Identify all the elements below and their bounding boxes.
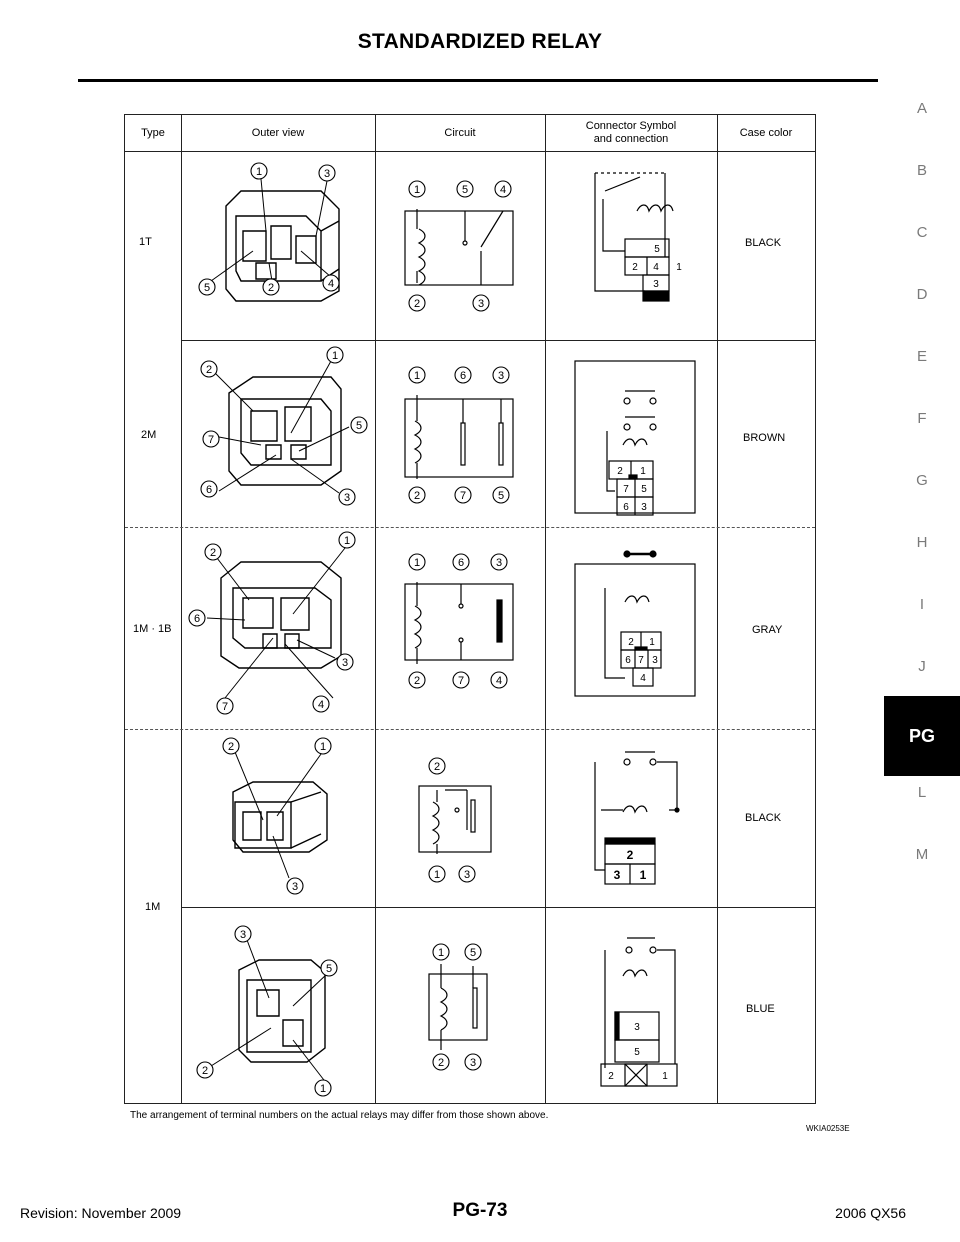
terminal-num: 2 [227, 741, 235, 753]
terminal-num: 6 [205, 484, 213, 496]
terminal-num: 3 [477, 298, 485, 310]
tab-g[interactable]: G [916, 472, 928, 489]
terminal-num: 1 [413, 370, 421, 382]
relay-outer-view-1m-black [233, 782, 327, 852]
tab-f[interactable]: F [917, 410, 927, 427]
col-case-color-header: Case color [739, 126, 793, 139]
terminal-callout [409, 367, 509, 503]
connector-num: 5 [641, 484, 647, 495]
terminal-num: 4 [499, 184, 507, 196]
connector-symbol-1t [595, 173, 673, 301]
terminal-callout [429, 758, 475, 882]
row-1m-type: 1M [145, 901, 161, 913]
row-2m-type: 2M [141, 429, 157, 441]
model-label: 2006 QX56 [835, 1205, 906, 1221]
terminal-num: 3 [341, 657, 349, 669]
row-1t-type: 1T [139, 236, 152, 248]
circuit-diagram-1m1b [405, 582, 513, 664]
terminal-num: 1 [343, 535, 351, 547]
terminal-num: 5 [203, 282, 211, 294]
col-type-header: Type [141, 126, 165, 139]
col-connector-header-line2: and connection [593, 133, 669, 145]
col-circuit-header: Circuit [444, 126, 476, 139]
tab-j[interactable]: J [918, 658, 926, 675]
terminal-callout [199, 163, 339, 295]
connector-num: 1 [649, 637, 655, 648]
circuit-diagram-1m-blue [429, 964, 487, 1050]
connector-num: 1 [640, 466, 646, 477]
row-1t-case-color: BLACK [745, 237, 782, 249]
terminal-num: 2 [267, 282, 275, 294]
terminal-num: 3 [497, 370, 505, 382]
row-1m-black-case-color: BLACK [745, 812, 782, 824]
relay-outer-view-2m [229, 377, 341, 485]
relay-table [124, 114, 816, 1104]
terminal-num: 2 [437, 1057, 445, 1069]
terminal-num: 1 [433, 869, 441, 881]
connector-num: 5 [634, 1047, 640, 1058]
revision-label: Revision: November 2009 [20, 1205, 182, 1221]
tab-l[interactable]: L [917, 784, 927, 801]
connector-num: 4 [653, 262, 659, 273]
terminal-num: 2 [413, 675, 421, 687]
connector-num: 3 [653, 279, 659, 290]
terminal-callout [201, 347, 367, 505]
row-1m-black-drawings [181, 730, 815, 907]
connector-num: 1 [662, 1071, 668, 1082]
terminal-num: 3 [291, 881, 299, 893]
connector-num: 2 [608, 1071, 614, 1082]
terminal-num: 1 [255, 166, 263, 178]
terminal-num: 5 [469, 947, 477, 959]
terminal-num: 7 [221, 701, 229, 713]
row-2m-drawings [181, 341, 815, 527]
terminal-num: 2 [209, 547, 217, 559]
connector-num: 2 [626, 848, 634, 862]
connector-num: 7 [623, 484, 629, 495]
terminal-num: 2 [205, 364, 213, 376]
tab-e[interactable]: E [916, 348, 927, 365]
connector-num: 1 [676, 262, 682, 273]
connector-num: 4 [640, 673, 646, 684]
terminal-num: 1 [413, 557, 421, 569]
tab-pg-active[interactable]: PG [884, 696, 960, 776]
title-rule [78, 79, 878, 82]
row-2m-case-color: BROWN [743, 432, 786, 444]
connector-num: 3 [652, 655, 658, 666]
tab-m[interactable]: M [915, 846, 929, 863]
tab-b[interactable]: B [916, 162, 927, 179]
circuit-diagram-2m [405, 395, 513, 479]
terminal-num: 6 [459, 370, 467, 382]
tab-i[interactable]: I [919, 596, 925, 613]
row-1m1b-case-color: GRAY [752, 624, 783, 636]
terminal-num: 1 [437, 947, 445, 959]
col-connector-header-line1: Connector Symbol [585, 120, 677, 132]
terminal-num: 7 [459, 490, 467, 502]
page-number: PG-73 [452, 1200, 508, 1221]
col-outer-view-header: Outer view [251, 126, 305, 139]
terminal-num: 7 [207, 434, 215, 446]
figure-code: WKIA0253E [806, 1124, 850, 1133]
terminal-num: 7 [457, 675, 465, 687]
terminal-num: 3 [495, 557, 503, 569]
terminal-callout [409, 181, 511, 311]
connector-num: 1 [639, 868, 647, 882]
connector-num: 2 [632, 262, 638, 273]
terminal-num: 2 [413, 298, 421, 310]
row-1m1b-drawings [181, 528, 815, 728]
connector-symbol-1m-black [595, 752, 679, 884]
connector-num: 3 [634, 1022, 640, 1033]
terminal-num: 5 [355, 420, 363, 432]
page-title: STANDARDIZED RELAY [357, 30, 603, 53]
terminal-num: 5 [325, 963, 333, 975]
terminal-num: 2 [433, 761, 441, 773]
circuit-diagram-1t [405, 209, 513, 285]
terminal-num: 1 [413, 184, 421, 196]
tab-c[interactable]: C [916, 224, 928, 241]
table-header [125, 115, 815, 152]
terminal-num: 1 [331, 350, 339, 362]
terminal-num: 3 [469, 1057, 477, 1069]
connector-num: 7 [638, 655, 644, 666]
tab-h[interactable]: H [916, 534, 928, 551]
connector-num: 3 [613, 868, 621, 882]
connector-num: 2 [617, 466, 623, 477]
terminal-num: 4 [495, 675, 503, 687]
row-1m-blue-case-color: BLUE [746, 1003, 775, 1015]
terminal-num: 1 [319, 741, 327, 753]
connector-num: 6 [625, 655, 631, 666]
terminal-num: 6 [193, 613, 201, 625]
terminal-num: 5 [497, 490, 505, 502]
terminal-num: 3 [239, 929, 247, 941]
terminal-num: 4 [327, 278, 335, 290]
terminal-num: 2 [201, 1065, 209, 1077]
terminal-callout [433, 944, 481, 1070]
connector-symbol-2m [575, 361, 695, 515]
terminal-num: 3 [323, 168, 331, 180]
connector-num: 6 [623, 502, 629, 513]
terminal-num: 6 [457, 557, 465, 569]
connector-symbol-1m-blue [601, 938, 677, 1086]
relay-outer-view-1m-blue [239, 960, 325, 1062]
tab-d[interactable]: D [916, 286, 928, 303]
connector-symbol-1m1b [575, 551, 695, 696]
row-1m1b-type: 1M · 1B [133, 623, 172, 635]
connector-num: 2 [628, 637, 634, 648]
terminal-callout [409, 554, 507, 688]
col-connector-header [545, 115, 717, 151]
table-footnote: The arrangement of terminal numbers on the actual relays may differ from those shown above. [130, 1110, 549, 1121]
terminal-num: 3 [343, 492, 351, 504]
terminal-num: 2 [413, 490, 421, 502]
connector-num: 3 [641, 502, 647, 513]
terminal-num: 3 [463, 869, 471, 881]
terminal-num: 5 [461, 184, 469, 196]
tab-a[interactable]: A [916, 100, 927, 117]
terminal-num: 4 [317, 699, 325, 711]
connector-num: 5 [654, 244, 660, 255]
row-1m-blue-drawings [181, 908, 815, 1102]
terminal-callout [189, 532, 355, 714]
terminal-num: 1 [319, 1083, 327, 1095]
circuit-diagram-1m-black [419, 786, 491, 854]
row-1t-drawings [181, 151, 815, 340]
